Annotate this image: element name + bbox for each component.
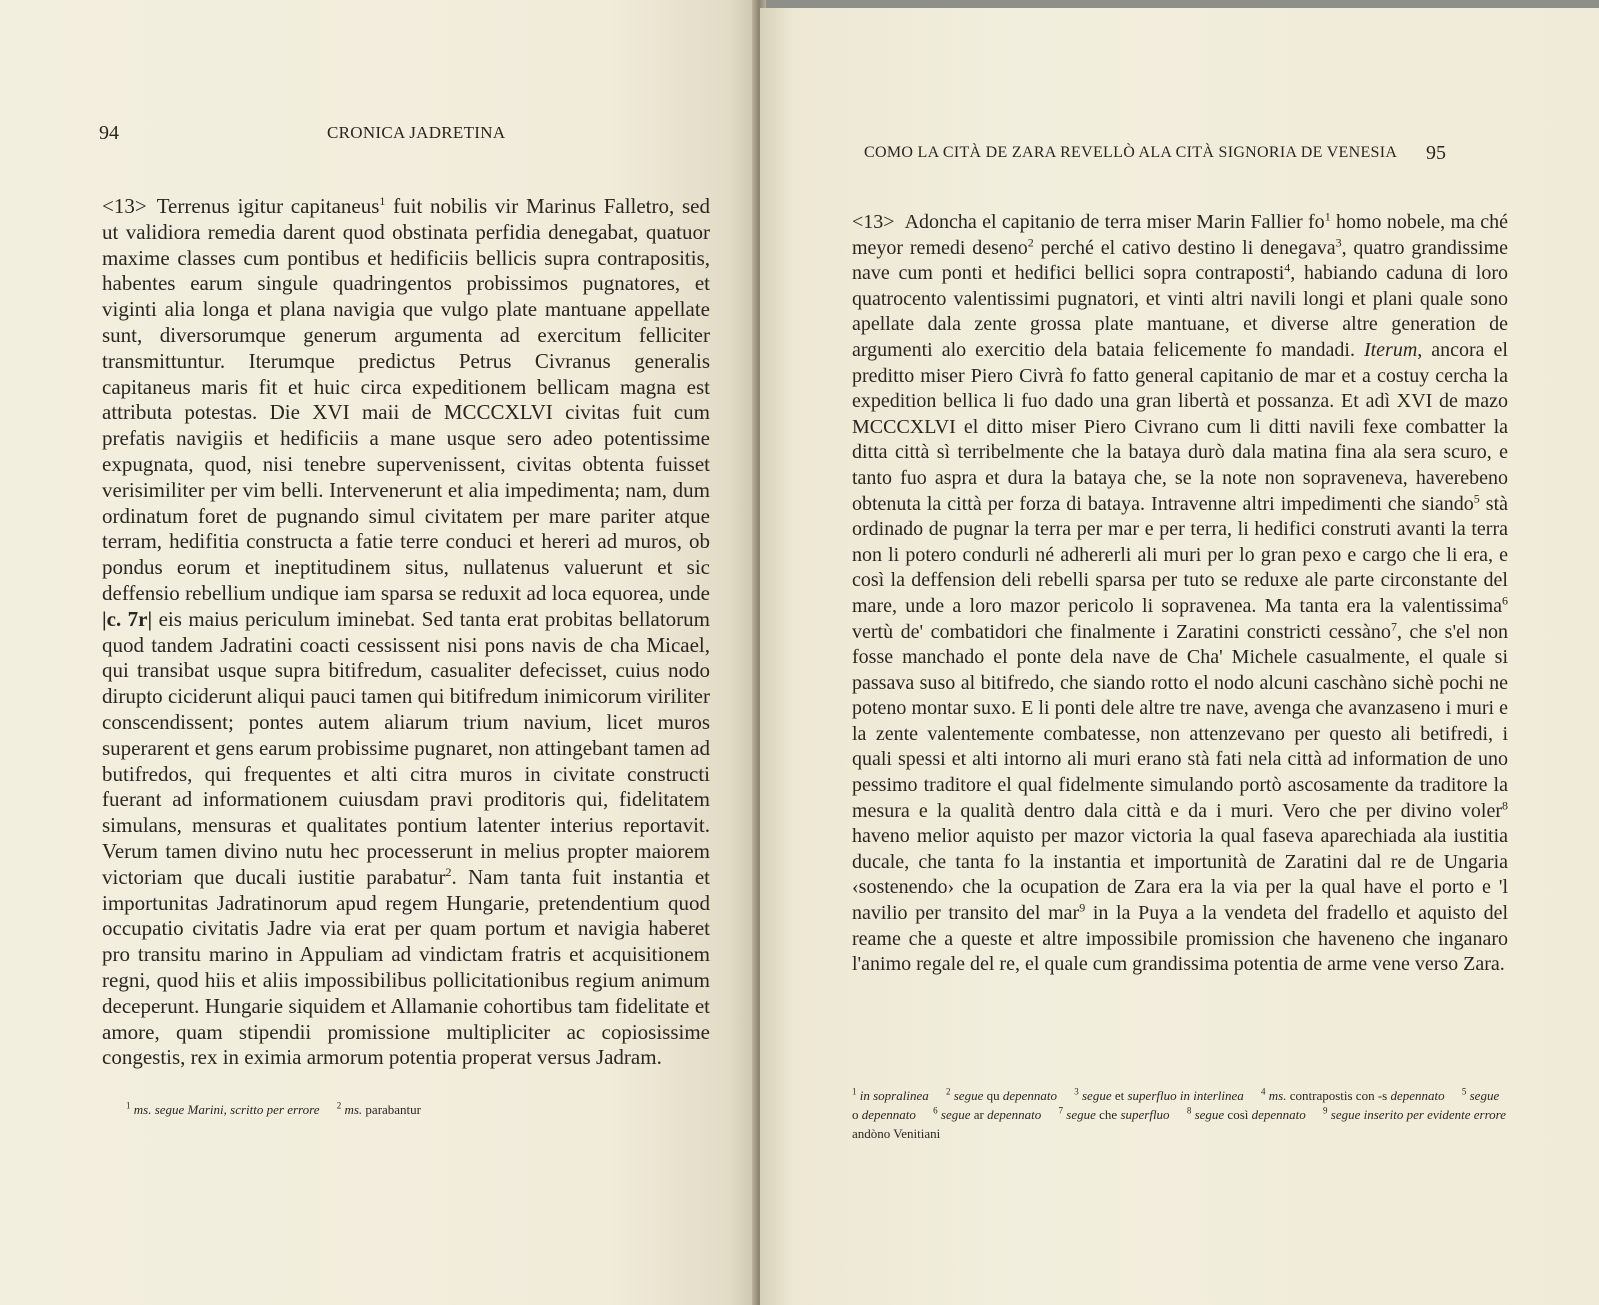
text-run: , habiando caduna di loro quatrocento valentissimi pugnatori, et vinti altri navili longi et plani quale sono apellate dala zente grossa plate mantuane, et diverse altre generation de argumenti alo exercitio dela bataia felicemente fo mandadi. <box>852 262 1508 361</box>
footnote-ref: 4 <box>1284 260 1291 275</box>
footnote-roman: o <box>852 1107 862 1122</box>
footnote-italic: segue <box>940 1107 971 1122</box>
footnote-number: 9 <box>1323 1105 1328 1116</box>
text-run: . Nam tanta fuit instantia et importunitas Jadratinorum apud regem Hungarie, pretendentium quod occupatio civitatis Jadre via erat per quam portum et navigia haberet pro transitu marino in Appuliam ad vindictam fratris et acquisitionem regni, quod hiis et aliis impossibilibus pollicitationibus regium animum deceperunt. Hungarie siquidem et Allamanie cohortibus tam fidelitate et amore, quam stipendii promissione multipliciter ac copiosissime congestis, rex in eximia armorum potentia properat versus Jadram. <box>102 864 710 1070</box>
footnote-ref: 6 <box>1502 593 1508 608</box>
footnote-italic: ms. <box>344 1102 363 1117</box>
footnote-ref: 8 <box>1502 798 1508 812</box>
footnote-number: 8 <box>1186 1105 1192 1116</box>
footnote-roman: che <box>1095 1107 1121 1122</box>
text-run: eis maius periculum iminebat. Sed tanta erat probitas bellatorum quod tandem Jadratini coacti cessissent nisi pons navis de cha Micael, qui transibat usque supra bitifredum, casualiter defecisset, cuius nodo dirupto ciciderunt aliqui pauci tamen qui bitifredum inimicorum viriliter conscendissent; pontes autem aliarum trium navium, licet muros superarent et gens earum probissime pugnaret, non attingebant tamen ad butifredos, qui frequentes et alti citra muros in civitate constructi fuerant ad informationem cuiusdam pravi proditoris qui, fidelitatem simulans, mensuras et qualitates pontium latenter interius reportavit. Verum tamen divino nutu hec processerunt in melius propter maiorem victoriam que ducali iustitie parabatur <box>102 606 711 889</box>
footnote-number: 4 <box>1261 1086 1266 1097</box>
footnotes-left <box>126 1100 706 1119</box>
footnote-right-6 <box>933 1107 1041 1122</box>
footnote-right-2 <box>946 1088 1057 1103</box>
footnote-italic: ms. segue Marini, scritto per errore <box>133 1102 320 1117</box>
footnote-italic: superfluo in interlinea <box>1127 1088 1244 1103</box>
text-run: stà ordinado de pugnar la terra per mar e per terra, li hedifici construti avanti la terra non li potero condurli né adhererli ali muri per lo gran pexo e cargo che li era, e così la deffension deli rebelli sparsa per tuto se reduxe ale parte circonstante del mare, unde a loro mazor pericolo li sopravenea. Ma tanta era la valentissima <box>852 492 1509 617</box>
footnote-number: 6 <box>933 1105 938 1116</box>
footnote-number: 2 <box>945 1086 951 1097</box>
footnote-italic: in sopralinea <box>859 1088 929 1103</box>
footnote-number: 5 <box>1461 1086 1467 1097</box>
footnote-right-4 <box>1261 1088 1445 1103</box>
text-run: perché el cativo destino li denegava <box>1033 236 1336 259</box>
footnote-right-3 <box>1074 1088 1244 1103</box>
footnote-italic: depennato <box>1002 1088 1057 1103</box>
text-run: in la Puya a la vendeta del fradello et aquisto del reame che a queste et altre impossibile promission che haveneno che inganaro l'animo regale del re, el quale cum grandissima potentia de arme vene verso Zara. <box>852 902 1509 976</box>
running-head-right: COMO LA CITÀ DE ZARA REVELLÒ ALA CITÀ SIGNORIA DE VENESIA <box>864 144 1398 161</box>
footnote-italic: depennato <box>987 1107 1042 1122</box>
footnote-ref: 2 <box>445 864 452 879</box>
footnote-roman: et <box>1111 1088 1128 1103</box>
footnote-left-1 <box>126 1102 319 1117</box>
page-number-left: 94 <box>99 122 119 144</box>
footnote-roman: contrapostis con -s <box>1286 1088 1391 1103</box>
footnote-roman: andòno Venitiani <box>852 1126 941 1141</box>
footnote-italic: superfluo <box>1120 1107 1170 1122</box>
footnote-italic: segue inserito per evidente errore <box>1330 1107 1506 1122</box>
footnote-italic: depennato <box>1251 1107 1306 1122</box>
running-head-left: CRONICA JADRETINA <box>327 123 506 142</box>
text-run: , che s'el non fosse manchado el ponte dela nave de Cha' Michele casualmente, el quale si passava suso al bitifredo, che siando rotto el nodo alcuni caschàno sichè pochi ne poteno montar suxo. E li ponti dele altre tre nave, avenga che avanzaseno i muri e la zente valentemente combatesse, non attenzevano per questo ali betifredi, i quali spessi et alti intorno ali muri erano stà fati nela città ad information de uno pessimo traditore el qual fidelmente simulando portò ascosamente da traditore la mesura e la qualità dentro dala città e da i muri. Vero che per divino voler <box>852 620 1508 822</box>
footnote-ref: 3 <box>1335 234 1342 249</box>
footnote-italic: depennato <box>861 1107 916 1122</box>
footnote-number: 7 <box>1058 1105 1064 1116</box>
text-run: Adoncha el capitanio de terra miser Marin Fallier fo <box>904 211 1325 233</box>
footnote-ref: 1 <box>1324 209 1331 224</box>
text-run: Terrenus igitur capitaneus <box>156 194 380 218</box>
footnote-ref: 5 <box>1473 490 1480 505</box>
footnote-left-2 <box>337 1102 421 1117</box>
footnote-ref: 7 <box>1390 618 1397 633</box>
footnote-ref: 9 <box>1079 900 1086 915</box>
folio-marker: |c. 7r| <box>102 606 153 631</box>
footnotes-right <box>852 1086 1508 1143</box>
right-page <box>760 8 1599 1305</box>
footnote-italic: segue <box>953 1088 984 1103</box>
footnote-roman: così <box>1224 1107 1252 1122</box>
footnote-ref: 2 <box>1027 234 1034 249</box>
page-number-right: 95 <box>1426 142 1446 164</box>
footnote-roman: qu <box>983 1088 1003 1103</box>
text-run: haveno melior aquisto per mazor victoria la qual faseva aparechiada ala iustitia ducale, che tanta fo la instantia et importunità de Zaratini dal re de Ungaria ‹sostenendo› che la ocupation de Zara era la via per la qual have el porto e 'l navilio per transito del mar <box>852 825 1508 925</box>
footnote-number: 1 <box>852 1086 857 1097</box>
footnote-italic: depennato <box>1390 1088 1445 1103</box>
latin-text-block <box>102 194 710 1071</box>
section-marker-left: <13> <box>102 194 147 218</box>
text-run: homo nobele, ma ché meyor remedi deseno <box>852 211 1508 259</box>
italic-word: Iterum <box>1363 338 1418 361</box>
left-page <box>0 0 760 1305</box>
footnote-italic: segue <box>1066 1107 1096 1122</box>
footnote-number: 1 <box>126 1100 131 1111</box>
text-run: , quatro grandissime nave cum ponti et hedifici bellici sopra contraposti <box>852 236 1508 285</box>
footnote-right-7 <box>1059 1107 1170 1122</box>
footnote-right-8 <box>1187 1107 1306 1122</box>
text-run: fuit nobilis vir Marinus Falletro, sed ut validiora remedia darent quod obstinata perfidia denegabat, quatuor maxime classes cum pontibus et hedificiis bellicis supra contrapositis, habentes earum singule quadringentos probissimos pugnatores, et viginti alia longa et plana navigia que vulgo plate mantuane appellate sunt, diversorumque generum argumenta ad exercitum felliciter transmittuntur. Iterumque predictus Petrus Civranus generalis capitaneus maris fit et huic circa expeditionem bellicam magna est attributa potestas. Die XVI maii de MCCCXLVI civitas fuit cum prefatis navigiis et hedificiis a mane usque sero adeo potentissime expugnata, quod, nisi tenebre supervenissent, civitas obtenta fuisset verisimiliter per vim belli. Intervenerunt et alia impedimenta; nam, dum ordinatum foret de pugnando simul civitatem per mare pariter atque terram, hedifitia constructa a fatie terre conduci et hereri ad muros, ob pondus eorum et ineptitudinem situs, nullatenus valuerunt et sic deffensio rebellium undique iam sparsa se reduxit ad loca equorea, unde <box>102 194 710 605</box>
footnote-italic: segue <box>1469 1088 1500 1103</box>
section-marker-right: <13> <box>852 211 895 233</box>
footnote-number: 3 <box>1074 1086 1079 1097</box>
footnote-italic: segue <box>1194 1107 1225 1122</box>
footnote-italic: segue <box>1082 1088 1112 1103</box>
footnote-right-1 <box>852 1088 929 1103</box>
footnote-ref: 1 <box>379 194 386 208</box>
footnote-number: 2 <box>336 1100 342 1111</box>
text-run: vertù de' combatidori che finalmente i Zaratini constricti cessàno <box>852 620 1391 643</box>
vernacular-text-block <box>852 210 1508 978</box>
footnote-italic: ms. <box>1268 1088 1287 1103</box>
text-run: , ancora el preditto miser Piero Civrà fo fatto general capitanio de mar et a costuy cercha la expedition bellica li fuo dado una gran libertà et possanza. Et adì XVI de mazo MCCCXLVI el ditto miser Piero Civrano cum li ditti navili fexe combatter la ditta città sì terribelmente che la bataya durò dala matina fina ala sera scuro, e tanto fuo aspra et dura la bataya che, se la note non sopraveneva, haverebeno obtenuta la città per forza di bataya. Intravenne altri impedimenti che siando <box>852 338 1508 515</box>
footnote-roman: parabantur <box>362 1102 422 1117</box>
footnote-roman: ar <box>970 1107 988 1122</box>
